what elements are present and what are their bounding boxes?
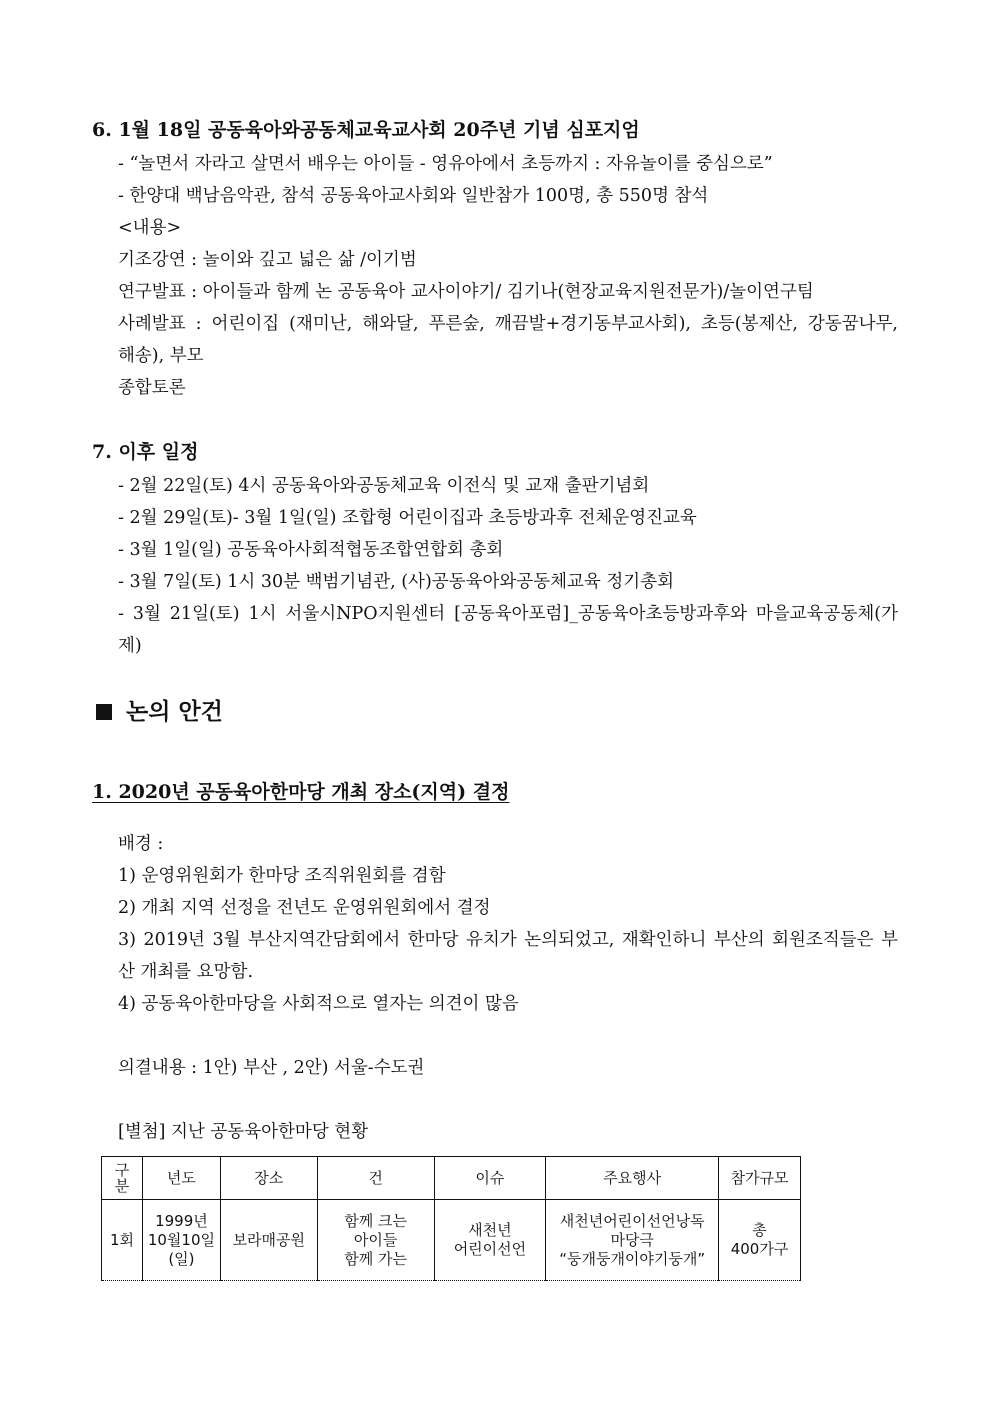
table-header-cell: 이슈 xyxy=(434,1157,546,1200)
section-7-line: - 3월 21일(토) 1시 서울시NPO지원센터 [공동육아포럼]_공동육아초등방과후와 마을교육공동체(가 xyxy=(118,604,898,624)
hanmadang-table xyxy=(101,1156,801,1281)
background-label: 배경 : xyxy=(118,834,164,854)
square-bullet-icon xyxy=(96,704,112,720)
table-cell: 1회 xyxy=(102,1200,143,1281)
table-cell: 새천년 어린이선언 xyxy=(434,1200,546,1281)
table-cell: 총 400가구 xyxy=(719,1200,801,1281)
section-7-line: - 2월 22일(토) 4시 공동육아와공동체교육 이전식 및 교재 출판기념회 xyxy=(118,476,650,496)
section-6-line: 종합토론 xyxy=(118,378,186,398)
section-7-line: 제) xyxy=(118,636,142,656)
table-cell: 보라매공원 xyxy=(220,1200,317,1281)
table-cell: 함께 크는 아이들 함께 가는 xyxy=(317,1200,434,1281)
section-6-line: 사례발표 : 어린이집 (재미난, 해와달, 푸른숲, 깨끔발+경기동부교사회), 초등(봉제산, 강동꿈나무, xyxy=(118,314,898,334)
section-7-line: - 3월 7일(토) 1시 30분 백범기념관, (사)공동육아와공동체교육 정기총회 xyxy=(118,572,675,592)
table-header-cell: 장소 xyxy=(220,1157,317,1200)
discussion-heading xyxy=(96,700,223,724)
discussion-title: 논의 안건 xyxy=(126,698,223,725)
background-line: 4) 공동육아한마당을 사회적으로 열자는 의견이 많음 xyxy=(118,994,519,1014)
table-header-cell: 년도 xyxy=(142,1157,220,1200)
background-line: 3) 2019년 3월 부산지역간담회에서 한마당 유치가 논의되었고, 재확인하니 부산의 회원조직들은 부 xyxy=(118,930,898,950)
table-row xyxy=(102,1200,801,1281)
section-6-line: 해송), 부모 xyxy=(118,346,204,366)
background-line: 1) 운영위원회가 한마당 조직위원회를 겸함 xyxy=(118,866,446,886)
table-header-cell: 구 분 xyxy=(102,1157,143,1200)
resolution-text: 의결내용 : 1안) 부산 , 2안) 서울-수도권 xyxy=(118,1058,425,1078)
section-6-line: - “놀면서 자라고 살면서 배우는 아이들 - 영유아에서 초등까지 : 자유놀이를 중심으로” xyxy=(118,154,773,174)
section-7-line: - 2월 29일(토)- 3월 1일(일) 조합형 어린이집과 초등방과후 전체운영진교육 xyxy=(118,508,697,528)
table-cell: 1999년 10월10일 (일) xyxy=(142,1200,220,1281)
item-1-title: 1. 2020년 공동육아한마당 개최 장소(지역) 결정 xyxy=(92,781,510,803)
table-header-cell: 건 xyxy=(317,1157,434,1200)
section-6-line: - 한양대 백남음악관, 참석 공동육아교사회와 일반참가 100명, 총 550명 참석 xyxy=(118,186,709,206)
section-6-line: 연구발표 : 아이들과 함께 논 공동육아 교사이야기/ 김기나(현장교육지원전문가)/놀이연구팀 xyxy=(118,282,814,302)
table-header-cell: 참가규모 xyxy=(719,1157,801,1200)
section-6-line: 기조강연 : 놀이와 깊고 넓은 삶 /이기범 xyxy=(118,250,417,270)
table-cell: 새천년어린이선언낭독 마당극 “둥개둥개이야기둥개” xyxy=(546,1200,719,1281)
table-header-cell: 주요행사 xyxy=(546,1157,719,1200)
background-line: 2) 개최 지역 선정을 전년도 운영위원회에서 결정 xyxy=(118,898,491,918)
section-6-line: <내용> xyxy=(118,218,182,238)
section-7-title: 7. 이후 일정 xyxy=(92,441,199,463)
attachment-label: [별첨] 지난 공동육아한마당 현황 xyxy=(118,1122,369,1142)
table-header-row xyxy=(102,1157,801,1200)
section-6-title: 6. 1월 18일 공동육아와공동체교육교사회 20주년 기념 심포지엄 xyxy=(92,119,640,141)
background-line: 산 개최를 요망함. xyxy=(118,962,254,982)
section-7-line: - 3월 1일(일) 공동육아사회적협동조합연합회 총회 xyxy=(118,540,504,560)
